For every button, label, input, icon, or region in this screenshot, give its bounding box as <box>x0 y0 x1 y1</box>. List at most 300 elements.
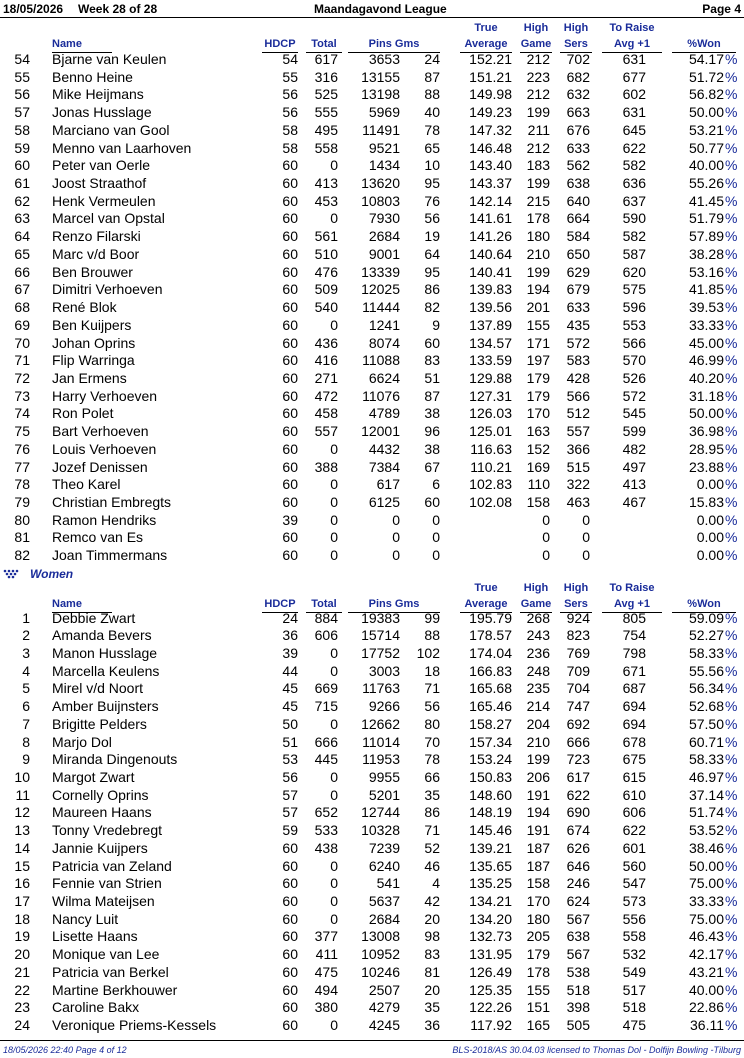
games: 67 <box>424 458 440 475</box>
high-series: 463 <box>566 494 590 510</box>
high-series: 0 <box>582 547 590 564</box>
hdcp: 60 <box>282 245 298 262</box>
percent-sign: % <box>725 192 738 209</box>
table-row <box>0 645 744 663</box>
won-percent: 23.88 <box>688 458 724 475</box>
high-series: 638 <box>566 928 590 945</box>
player-name: Margot Zwart <box>52 768 135 785</box>
player-name: Caroline Bakx <box>52 999 140 1016</box>
true-average: 142.14 <box>469 192 512 209</box>
won-percent: 52.27 <box>688 627 724 644</box>
table-row <box>0 911 744 929</box>
percent-sign: % <box>725 875 738 892</box>
player-name: Veronique Priems-Kessels <box>52 1017 217 1034</box>
pins: 10328 <box>361 822 400 839</box>
rank: 15 <box>14 857 30 874</box>
rank: 81 <box>14 529 30 546</box>
games: 66 <box>424 768 440 785</box>
table-row <box>0 459 744 477</box>
col-hs1: High <box>563 22 589 34</box>
total: 884 <box>314 609 338 626</box>
to-raise: 482 <box>622 440 646 457</box>
to-raise: 517 <box>622 981 646 998</box>
total: 438 <box>314 839 338 856</box>
won-percent: 38.46 <box>688 839 724 856</box>
games: 51 <box>424 369 440 386</box>
player-name: Maureen Haans <box>52 804 152 821</box>
high-game: 170 <box>526 893 550 910</box>
true-average: 137.89 <box>469 316 512 333</box>
true-average: 146.48 <box>469 139 512 156</box>
player-name: Menno van Laarhoven <box>52 139 192 156</box>
true-average: 152.21 <box>469 51 512 67</box>
games: 20 <box>424 910 440 927</box>
page-number: Page 4 <box>702 2 741 16</box>
rank: 18 <box>14 910 30 927</box>
rank: 5 <box>22 680 30 697</box>
player-name: Miranda Dingenouts <box>52 751 178 768</box>
high-game: 187 <box>526 857 550 874</box>
true-average: 102.83 <box>469 476 512 493</box>
player-name: Harry Verhoeven <box>52 387 158 404</box>
true-average: 149.98 <box>469 86 512 103</box>
games: 71 <box>424 822 440 839</box>
rank: 80 <box>14 511 30 528</box>
games: 87 <box>424 387 440 404</box>
high-game: 210 <box>526 733 550 750</box>
won-percent: 36.98 <box>688 423 724 440</box>
col-true2: Average <box>460 37 512 53</box>
col-true2: Average <box>460 597 512 613</box>
pins: 0 <box>392 547 400 564</box>
table-row <box>0 228 744 246</box>
week-indicator: Week 28 of 28 <box>78 2 158 16</box>
to-raise: 582 <box>622 228 646 245</box>
hdcp: 51 <box>282 733 298 750</box>
true-average: 132.73 <box>469 928 512 945</box>
pins: 1241 <box>368 316 400 333</box>
player-name: Marciano van Gool <box>52 121 170 138</box>
to-raise: 556 <box>622 910 646 927</box>
report-footer <box>0 1040 744 1058</box>
hdcp: 60 <box>282 263 298 280</box>
percent-sign: % <box>725 68 738 85</box>
player-name: Monique van Lee <box>52 946 160 963</box>
hdcp: 60 <box>282 1017 298 1034</box>
total: 0 <box>330 857 338 874</box>
high-series: 769 <box>566 644 590 661</box>
pins: 5637 <box>368 893 400 910</box>
player-name: Amanda Bevers <box>52 627 152 644</box>
table-row <box>0 140 744 158</box>
percent-sign: % <box>725 627 738 644</box>
won-percent: 38.28 <box>688 245 724 262</box>
won-percent: 57.89 <box>688 228 724 245</box>
col-total: Total <box>306 37 342 53</box>
col-hs2: Sers <box>560 597 592 613</box>
true-average: 125.35 <box>469 981 512 998</box>
hdcp: 60 <box>282 857 298 874</box>
hdcp: 56 <box>282 768 298 785</box>
high-series: 692 <box>566 715 590 732</box>
total: 316 <box>314 68 338 85</box>
table-row <box>0 193 744 211</box>
to-raise: 622 <box>622 139 646 156</box>
total: 540 <box>314 299 338 316</box>
rank: 6 <box>22 698 30 715</box>
rank: 59 <box>14 139 30 156</box>
to-raise: 570 <box>622 352 646 369</box>
total: 557 <box>314 423 338 440</box>
col-hg1: High <box>523 582 549 594</box>
player-name: Christian Embregts <box>52 494 172 510</box>
percent-sign: % <box>725 768 738 785</box>
total: 0 <box>330 511 338 528</box>
games: 4 <box>432 875 440 892</box>
true-average: 149.23 <box>469 104 512 121</box>
bowling-pins-icon <box>3 569 21 579</box>
hdcp: 60 <box>282 875 298 892</box>
player-name: Patricia van Berkel <box>52 963 169 980</box>
to-raise: 566 <box>622 334 646 351</box>
league-title: Maandagavond League <box>314 2 447 16</box>
percent-sign: % <box>725 476 738 493</box>
true-average: 153.24 <box>469 751 512 768</box>
high-game: 165 <box>526 1017 550 1034</box>
women-label: Women <box>30 567 74 581</box>
hdcp: 39 <box>282 511 298 528</box>
total: 0 <box>330 529 338 546</box>
games: 87 <box>424 68 440 85</box>
hdcp: 60 <box>282 963 298 980</box>
true-average: 117.92 <box>470 1017 512 1034</box>
high-series: 322 <box>566 476 590 493</box>
percent-sign: % <box>725 857 738 874</box>
percent-sign: % <box>725 928 738 945</box>
high-game: 179 <box>526 387 550 404</box>
hdcp: 60 <box>282 946 298 963</box>
col-raise2: Avg +1 <box>602 37 662 53</box>
to-raise: 547 <box>622 875 646 892</box>
table-row <box>0 423 744 441</box>
high-game: 212 <box>526 51 550 67</box>
won-percent: 56.82 <box>688 86 724 103</box>
high-series: 682 <box>566 68 590 85</box>
pins: 17752 <box>361 644 400 661</box>
table-row <box>0 663 744 681</box>
won-percent: 54.17 <box>688 51 724 67</box>
true-average: 178.57 <box>469 627 512 644</box>
won-percent: 0.00 <box>696 529 724 546</box>
table-row <box>0 529 744 547</box>
hdcp: 44 <box>282 662 298 679</box>
to-raise: 558 <box>622 928 646 945</box>
hdcp: 60 <box>282 228 298 245</box>
games: 35 <box>424 999 440 1016</box>
player-name: Fennie van Strien <box>52 875 162 892</box>
rank: 67 <box>14 281 30 298</box>
high-game: 0 <box>542 547 550 564</box>
to-raise: 582 <box>622 157 646 174</box>
rank: 19 <box>14 928 30 945</box>
player-name: Debbie Zwart <box>52 609 136 626</box>
col-true1: True <box>474 582 498 594</box>
high-game: 268 <box>526 609 550 626</box>
won-percent: 58.33 <box>688 751 724 768</box>
hdcp: 60 <box>282 547 298 564</box>
high-game: 199 <box>526 751 550 768</box>
high-series: 622 <box>566 786 590 803</box>
rank: 8 <box>22 733 30 750</box>
hdcp: 60 <box>282 928 298 945</box>
high-series: 747 <box>566 698 590 715</box>
pins: 10246 <box>361 963 400 980</box>
total: 0 <box>330 875 338 892</box>
percent-sign: % <box>725 963 738 980</box>
high-series: 626 <box>566 839 590 856</box>
table-row <box>0 69 744 87</box>
percent-sign: % <box>725 733 738 750</box>
pins: 4279 <box>368 999 400 1016</box>
player-name: Lisette Haans <box>52 928 138 945</box>
player-name: Dimitri Verhoeven <box>52 281 163 298</box>
table-row <box>0 999 744 1017</box>
percent-sign: % <box>725 405 738 422</box>
rank: 63 <box>14 210 30 227</box>
pins: 2684 <box>368 228 400 245</box>
player-name: Remco van Es <box>52 529 144 546</box>
player-name: Theo Karel <box>52 476 121 493</box>
true-average: 151.21 <box>469 68 512 85</box>
won-percent: 31.18 <box>688 387 724 404</box>
to-raise: 677 <box>622 68 646 85</box>
total: 0 <box>330 476 338 493</box>
table-row <box>0 335 744 353</box>
player-name: Wilma Mateijsen <box>52 893 155 910</box>
pins: 15714 <box>361 627 400 644</box>
games: 88 <box>424 627 440 644</box>
high-series: 629 <box>566 263 590 280</box>
table-row <box>0 680 744 698</box>
won-percent: 33.33 <box>688 893 724 910</box>
won-percent: 59.09 <box>688 609 724 626</box>
high-series: 584 <box>566 228 590 245</box>
won-percent: 22.86 <box>688 999 724 1016</box>
to-raise: 631 <box>622 104 646 121</box>
total: 413 <box>314 175 338 192</box>
percent-sign: % <box>725 609 738 626</box>
won-percent: 55.26 <box>688 175 724 192</box>
rank: 77 <box>14 458 30 475</box>
total: 525 <box>314 86 338 103</box>
high-series: 617 <box>566 768 590 785</box>
true-average: 140.41 <box>469 263 512 280</box>
total: 558 <box>314 139 338 156</box>
player-name: Jan Ermens <box>52 369 127 386</box>
games: 95 <box>424 263 440 280</box>
total: 666 <box>314 733 338 750</box>
games: 56 <box>424 210 440 227</box>
games: 0 <box>432 529 440 546</box>
high-game: 194 <box>526 804 550 821</box>
games: 86 <box>424 281 440 298</box>
col-name: Name <box>52 37 112 53</box>
rank: 82 <box>14 547 30 564</box>
true-average: 147.32 <box>469 121 512 138</box>
won-percent: 50.00 <box>688 405 724 422</box>
hdcp: 60 <box>282 405 298 422</box>
games: 83 <box>424 946 440 963</box>
player-name: Martine Berkhouwer <box>52 981 178 998</box>
rank: 16 <box>14 875 30 892</box>
percent-sign: % <box>725 511 738 528</box>
games: 82 <box>424 299 440 316</box>
total: 472 <box>314 387 338 404</box>
won-percent: 57.50 <box>688 715 724 732</box>
total: 0 <box>330 210 338 227</box>
high-game: 170 <box>526 405 550 422</box>
rank: 65 <box>14 245 30 262</box>
to-raise: 526 <box>622 369 646 386</box>
total: 0 <box>330 157 338 174</box>
high-game: 178 <box>526 963 550 980</box>
to-raise: 587 <box>622 245 646 262</box>
rank: 21 <box>14 963 30 980</box>
column-header-men <box>0 20 744 52</box>
high-game: 151 <box>526 999 550 1016</box>
rank: 55 <box>14 68 30 85</box>
pins: 4432 <box>368 440 400 457</box>
table-row <box>0 840 744 858</box>
won-percent: 45.00 <box>688 334 724 351</box>
to-raise: 596 <box>622 299 646 316</box>
report-date: 18/05/2026 <box>3 2 64 16</box>
true-average: 145.46 <box>469 822 512 839</box>
pins: 3003 <box>368 662 400 679</box>
games: 88 <box>424 86 440 103</box>
games: 9 <box>432 316 440 333</box>
to-raise: 622 <box>622 822 646 839</box>
high-series: 664 <box>566 210 590 227</box>
hdcp: 39 <box>282 644 298 661</box>
total: 533 <box>314 822 338 839</box>
high-game: 183 <box>526 157 550 174</box>
table-row <box>0 246 744 264</box>
to-raise: 553 <box>622 316 646 333</box>
percent-sign: % <box>725 157 738 174</box>
won-percent: 50.77 <box>688 139 724 156</box>
total: 0 <box>330 662 338 679</box>
hdcp: 60 <box>282 910 298 927</box>
hdcp: 59 <box>282 822 298 839</box>
hdcp: 36 <box>282 627 298 644</box>
high-game: 236 <box>526 644 550 661</box>
high-game: 215 <box>526 192 550 209</box>
rank: 11 <box>15 786 30 803</box>
rank: 61 <box>14 175 30 192</box>
high-series: 704 <box>566 680 590 697</box>
high-game: 191 <box>526 822 550 839</box>
true-average: 165.46 <box>469 698 512 715</box>
hdcp: 54 <box>282 51 298 67</box>
percent-sign: % <box>725 210 738 227</box>
total: 0 <box>330 768 338 785</box>
col-hg2: Game <box>520 37 552 53</box>
games: 42 <box>424 893 440 910</box>
won-percent: 0.00 <box>696 476 724 493</box>
true-average: 150.83 <box>469 768 512 785</box>
percent-sign: % <box>725 893 738 910</box>
true-average: 110.21 <box>470 458 512 475</box>
percent-sign: % <box>725 245 738 262</box>
rank: 64 <box>14 228 30 245</box>
rank: 20 <box>14 946 30 963</box>
table-row <box>0 157 744 175</box>
table-row <box>0 547 744 565</box>
to-raise: 805 <box>622 609 646 626</box>
pins: 6240 <box>368 857 400 874</box>
player-name: Ron Polet <box>52 405 114 422</box>
total: 0 <box>330 715 338 732</box>
pins: 9955 <box>368 768 400 785</box>
to-raise: 599 <box>622 423 646 440</box>
pins: 13620 <box>361 175 400 192</box>
percent-sign: % <box>725 644 738 661</box>
true-average: 165.68 <box>469 680 512 697</box>
percent-sign: % <box>725 946 738 963</box>
high-series: 572 <box>566 334 590 351</box>
games: 86 <box>424 804 440 821</box>
hdcp: 60 <box>282 839 298 856</box>
to-raise: 413 <box>622 476 646 493</box>
rank: 4 <box>22 662 30 679</box>
total: 476 <box>314 263 338 280</box>
to-raise: 475 <box>622 1017 646 1034</box>
table-row <box>0 210 744 228</box>
won-percent: 40.00 <box>688 981 724 998</box>
rank: 7 <box>22 715 30 732</box>
percent-sign: % <box>725 440 738 457</box>
rank: 17 <box>14 893 30 910</box>
won-percent: 40.00 <box>688 157 724 174</box>
pins: 11444 <box>362 299 400 316</box>
hdcp: 60 <box>282 981 298 998</box>
player-name: Marcel van Opstal <box>52 210 165 227</box>
true-average: 141.26 <box>469 228 512 245</box>
high-game: 191 <box>526 786 550 803</box>
rank: 79 <box>14 494 30 510</box>
games: 38 <box>424 440 440 457</box>
hdcp: 58 <box>282 139 298 156</box>
total: 388 <box>314 458 338 475</box>
high-series: 633 <box>566 139 590 156</box>
hdcp: 55 <box>282 68 298 85</box>
won-percent: 42.17 <box>688 946 724 963</box>
percent-sign: % <box>725 910 738 927</box>
to-raise: 601 <box>622 839 646 856</box>
hdcp: 56 <box>282 86 298 103</box>
pins: 10803 <box>361 192 400 209</box>
player-name: Nancy Luit <box>52 910 119 927</box>
rank: 76 <box>14 440 30 457</box>
true-average: 195.79 <box>469 609 512 626</box>
player-name: Brigitte Pelders <box>52 715 147 732</box>
col-hdcp: HDCP <box>262 37 298 53</box>
won-percent: 41.45 <box>688 192 724 209</box>
pins: 541 <box>376 875 400 892</box>
won-percent: 28.95 <box>688 440 724 457</box>
col-true1: True <box>474 22 498 34</box>
